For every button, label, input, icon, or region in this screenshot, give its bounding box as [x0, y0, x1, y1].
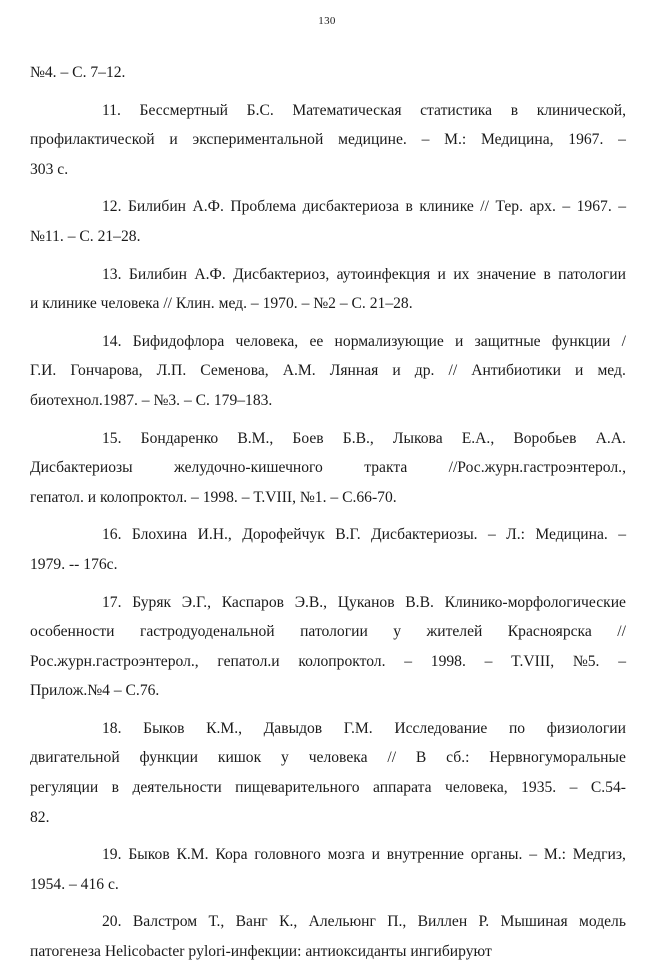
reference-line: гепатол. и колопроктол. – 1998. – Т.VIII, №1. – С.66-70.: [30, 488, 397, 506]
reference-entry: [30, 58, 626, 88]
reference-line: патогенеза Helicobacter pylori-инфекции: антиоксиданты ингибируют: [30, 943, 492, 961]
reference-line: 1954. – 416 с.: [30, 875, 119, 893]
reference-line: 15. Бондаренко В.М., Боев Б.В., Лыкова Е.А., Воробьев А.А.: [102, 429, 626, 447]
reference-entry: [30, 192, 626, 251]
reference-line: регуляции в деятельности пищеварительного аппарата человека, 1935. – С.54-: [30, 779, 626, 797]
page-number: 130: [318, 15, 336, 27]
reference-line: особенности гастродуоденальной патологии у жителей Красноярска //: [30, 623, 626, 641]
reference-entry: [30, 714, 626, 832]
reference-line: №11. – С. 21–28.: [30, 227, 141, 245]
reference-line: Дисбактериозы желудочно-кишечного тракта //Рос.журн.гастроэнтерол.,: [30, 459, 626, 477]
reference-line: 14. Бифидофлора человека, ее нормализующие и защитные функции /: [102, 332, 626, 350]
reference-line: 18. Быков К.М., Давыдов Г.М. Исследование по физиологии: [102, 719, 626, 737]
reference-line: профилактической и экспериментальной медицине. – М.: Медицина, 1967. –: [30, 131, 626, 149]
reference-line: 82.: [30, 808, 50, 826]
reference-list: [30, 58, 626, 967]
reference-line: 303 с.: [30, 160, 69, 178]
reference-line: 19. Быков К.М. Кора головного мозга и внутренние органы. – М.: Медгиз,: [102, 846, 626, 864]
reference-entry: [30, 520, 626, 579]
reference-entry: [30, 260, 626, 319]
reference-line: 12. Билибин А.Ф. Проблема дисбактериоза в клинике // Тер. арх. – 1967. –: [102, 198, 626, 216]
reference-line: 13. Билибин А.Ф. Дисбактериоз, аутоинфекция и их значение в патологии: [102, 265, 626, 283]
reference-line: 17. Буряк Э.Г., Каспаров Э.В., Цуканов В.В. Клинико-морфологические: [102, 593, 626, 611]
reference-line: и клинике человека // Клин. мед. – 1970. – №2 – С. 21–28.: [30, 295, 413, 313]
reference-line: биотехнол.1987. – №3. – С. 179–183.: [30, 391, 273, 409]
reference-line: 20. Валстром Т., Ванг К., Алельюнг П., Виллен Р. Мышиная модель: [102, 913, 626, 931]
reference-entry: [30, 588, 626, 706]
reference-line: двигательной функции кишок у человека // В сб.: Нервногуморальные: [30, 749, 626, 767]
reference-entry: [30, 840, 626, 899]
reference-entry: [30, 327, 626, 416]
reference-line: №4. – С. 7–12.: [30, 64, 126, 81]
reference-entry: [30, 907, 626, 966]
reference-line: 1979. -- 176с.: [30, 555, 118, 573]
reference-entry: [30, 424, 626, 513]
reference-line: Г.И. Гончарова, Л.П. Семенова, А.М. Лянная и др. // Антибиотики и мед.: [30, 362, 626, 380]
reference-entry: [30, 96, 626, 185]
reference-line: 16. Блохина И.Н., Дорофейчук В.Г. Дисбактериозы. – Л.: Медицина. –: [102, 526, 626, 544]
reference-line: 11. Бессмертный Б.С. Математическая статистика в клинической,: [102, 101, 626, 119]
reference-line: Прилож.№4 – С.76.: [30, 682, 160, 700]
reference-line: Рос.журн.гастроэнтерол., гепатол.и колопроктол. – 1998. – T.VIII, №5. –: [30, 652, 626, 670]
